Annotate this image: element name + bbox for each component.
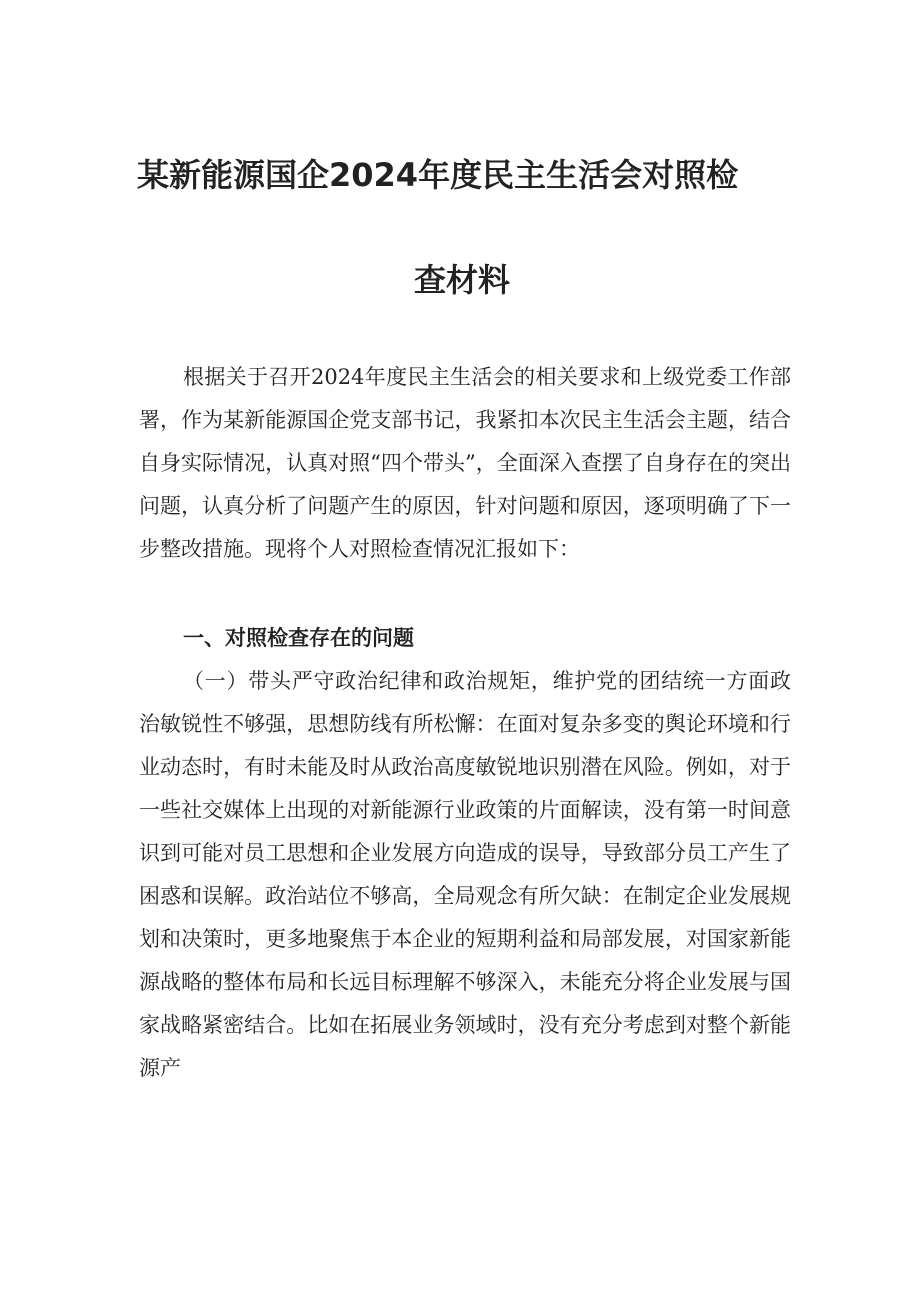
document-title-line-1: 某新能源国企2024年度民主生活会对照检 [137, 156, 739, 194]
document-title-line-2: 查材料 [413, 261, 510, 299]
intro-paragraph: 根据关于召开2024年度民主生活会的相关要求和上级党委工作部署，作为某新能源国企党支部书记，我紧扣本次民主生活会主题，结合自身实际情况，认真对照“四个带头”，全面深入查摆了自身存在的突出问题，认真分析了问题产生的原因，针对问题和原因，逐项明确了下一步整改措施。现将个人对照检查情况汇报如下： [139, 365, 791, 561]
section-paragraph: （一）带头严守政治纪律和政治规矩，维护党的团结统一方面政治敏锐性不够强，思想防线有所松懈：在面对复杂多变的舆论环境和行业动态时，有时未能及时从政治高度敏锐地识别潜在风险。例如，对于一些社交媒体上出现的对新能源行业政策的片面解读，没有第一时间意识到可能对员工思想和企业发展方向造成的误导，导致部分员工产生了困惑和误解。政治站位不够高，全局观念有所欠缺：在制定企业发展规划和决策时，更多地聚焦于本企业的短期利益和局部发展，对国家新能源战略的整体布局和长远目标理解不够深入，未能充分将企业发展与国家战略紧密结合。比如在拓展业务领域时，没有充分考虑到对整个新能源产 [139, 669, 791, 1080]
section-heading: 一、对照检查存在的问题 [183, 626, 414, 650]
